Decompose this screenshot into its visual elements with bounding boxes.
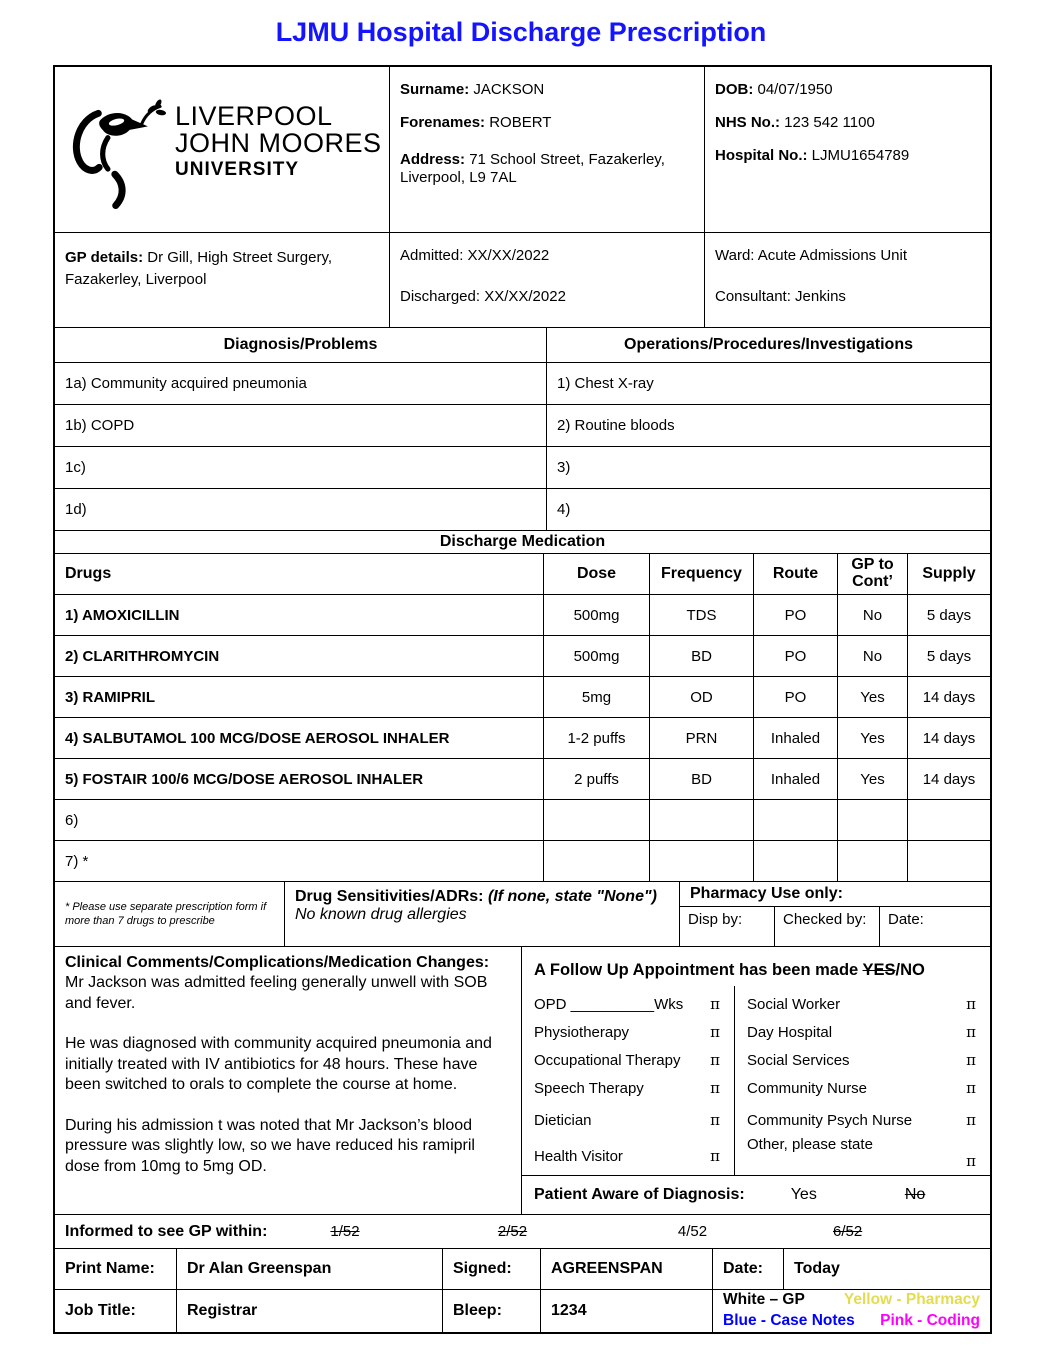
job-title-label: Job Title: — [55, 1290, 177, 1332]
diagnosis-item: 1d) — [55, 489, 547, 530]
sensitivities-label: Drug Sensitivities/ADRs: — [295, 888, 484, 905]
checklist-item-community-psych-nurse: Community Psych Nurse π — [747, 1111, 976, 1129]
diagnosis-row-1 — [55, 362, 990, 404]
route-value: Inhaled — [754, 718, 838, 758]
job-title-row — [55, 1289, 990, 1332]
patient-aware-label: Patient Aware of Diagnosis: — [534, 1186, 745, 1203]
medication-section-title-row — [55, 530, 990, 553]
frequency-value — [650, 841, 754, 881]
clinical-comments-paragraph: Mr Jackson was admitted feeling generally unwell with SOB and fever. — [65, 974, 488, 1012]
diagnosis-header-row — [55, 327, 990, 362]
informed-option-1[interactable]: 1/52 — [330, 1223, 360, 1240]
informed-option-3[interactable]: 4/52 — [677, 1223, 708, 1240]
patient-aware-no[interactable]: No — [904, 1186, 926, 1203]
drug-sensitivities-cell — [285, 882, 680, 946]
liver-bird-icon — [67, 95, 167, 222]
copy-white-gp: White – GP — [723, 1291, 805, 1309]
checklist-item-community-nurse: Community Nurse π — [747, 1079, 976, 1097]
patient-aware-row — [522, 1175, 990, 1214]
supply-header: Supply — [922, 565, 976, 582]
checkbox-icon[interactable]: π — [966, 1051, 976, 1069]
checkbox-icon[interactable]: π — [710, 1147, 720, 1165]
drugs-header: Drugs — [55, 554, 544, 594]
gp-cont-value: No — [838, 595, 908, 635]
clinical-comments-cell — [55, 947, 522, 1214]
diagnosis-row-4 — [55, 488, 990, 530]
followup-yes-option[interactable]: YES — [862, 961, 896, 979]
forenames-field: Forenames: ROBERT — [400, 113, 552, 131]
checkbox-icon[interactable]: π — [966, 1152, 976, 1170]
frequency-value: PRN — [650, 718, 754, 758]
sensitivities-value: No known drug allergies — [295, 906, 467, 923]
frequency-value — [650, 800, 754, 840]
copy-pink-coding: Pink - Coding — [880, 1312, 980, 1329]
diagnosis-item: 1c) — [55, 447, 547, 488]
disp-by-field: Disp by: — [680, 907, 775, 946]
bleep-label: Bleep: — [443, 1290, 541, 1332]
operation-item: 2) Routine bloods — [557, 417, 675, 434]
route-value: PO — [754, 636, 838, 676]
signed-value: AGREENSPAN — [541, 1249, 713, 1289]
copy-distribution-key — [713, 1290, 990, 1332]
bleep-value: 1234 — [541, 1290, 713, 1332]
route-value — [754, 841, 838, 881]
ward-consultant-cell — [705, 233, 990, 327]
gp-cont-value — [838, 841, 908, 881]
gp-details-cell: GP details: Dr Gill, High Street Surgery, Fazakerley, Liverpool — [55, 233, 390, 327]
medication-section-title: Discharge Medication — [439, 533, 606, 550]
gp-cont-value: Yes — [838, 759, 908, 799]
pharmacy-date-field: Date: — [888, 911, 924, 928]
pharmacy-use-cell — [680, 882, 990, 946]
medication-row-6 — [55, 799, 990, 840]
date-value: Today — [794, 1260, 840, 1277]
frequency-value: TDS — [650, 595, 754, 635]
ward-field: Ward: Acute Admissions Unit — [715, 247, 908, 264]
checklist-item-physiotherapy: Physiotherapy π — [534, 1023, 720, 1041]
sensitivities-note: (If none, state "None") — [487, 888, 657, 905]
informed-option-2[interactable]: 2/52 — [497, 1223, 528, 1240]
dose-value: 500mg — [544, 595, 650, 635]
drug-name: 4) SALBUTAMOL 100 MCG/DOSE AEROSOL INHALER — [55, 718, 544, 758]
followup-checklist-left — [522, 986, 734, 1175]
gp-cont-value: No — [838, 636, 908, 676]
supply-value: 5 days — [926, 606, 972, 624]
print-name-label: Print Name: — [55, 1249, 177, 1289]
checkbox-icon[interactable]: π — [710, 1079, 720, 1097]
signed-label: Signed: — [443, 1249, 541, 1289]
medication-header-row — [55, 553, 990, 594]
informed-gp-row — [55, 1214, 990, 1248]
checklist-item-social-services: Social Services π — [747, 1051, 976, 1069]
clinical-comments-paragraph: He was diagnosed with community acquired pneumonia and initially treated with IV antibiotics for 48 hours. These have been switched to orals to complete the course at home. — [65, 1035, 492, 1094]
copy-yellow-pharmacy: Yellow - Pharmacy — [843, 1291, 980, 1309]
checklist-item-other: Other, please state π — [747, 1136, 976, 1170]
hospital-number-field: Hospital No.: LJMU1654789 — [715, 146, 910, 164]
address-field: Address: 71 School Street, Fazakerley, Liverpool, L9 7AL — [400, 150, 665, 187]
sensitivities-row — [55, 881, 990, 946]
gp-cont-value: Yes — [838, 718, 908, 758]
followup-cell — [522, 947, 990, 1214]
print-name-value: Dr Alan Greenspan — [177, 1249, 443, 1289]
supply-value — [908, 841, 990, 881]
followup-checklist-right — [734, 986, 990, 1175]
gp-to-cont-header: GP to Cont’ — [838, 554, 908, 594]
supply-value: 14 days — [922, 729, 976, 747]
checkbox-icon[interactable]: π — [710, 1111, 720, 1129]
discharge-prescription-form — [53, 65, 992, 1334]
medication-row-1 — [55, 594, 990, 635]
clinical-comments-paragraph: During his admission t was noted that Mr Jackson’s blood pressure was slightly low, so we have reduced his ramipril dose from 10mg to 5mg OD. — [65, 1116, 475, 1175]
checkbox-icon[interactable]: π — [966, 1079, 976, 1097]
checkbox-icon[interactable]: π — [966, 1023, 976, 1041]
patient-aware-yes[interactable]: Yes — [790, 1186, 817, 1203]
route-value: PO — [754, 677, 838, 717]
admission-dates-cell — [390, 233, 705, 327]
checklist-item-social-worker: Social Worker π — [747, 995, 976, 1013]
admission-row — [55, 232, 990, 327]
supply-value: 14 days — [922, 770, 976, 788]
dob-field: DOB: 04/07/1950 — [715, 81, 833, 98]
nhs-number-field: NHS No.: 123 542 1100 — [715, 113, 875, 131]
comments-followup-row — [55, 946, 990, 1214]
route-value: Inhaled — [754, 759, 838, 799]
drug-name: 2) CLARITHROMYCIN — [55, 636, 544, 676]
drug-name: 5) FOSTAIR 100/6 MCG/DOSE AEROSOL INHALER — [55, 759, 544, 799]
checklist-item-dietician: Dietician π — [534, 1111, 720, 1129]
header-row — [55, 67, 990, 232]
diagnosis-item: 1a) Community acquired pneumonia — [55, 363, 547, 404]
checkbox-icon[interactable]: π — [966, 995, 976, 1013]
gp-cont-value: Yes — [838, 677, 908, 717]
checkbox-icon[interactable]: π — [710, 1023, 720, 1041]
copy-blue-case-notes: Blue - Case Notes — [723, 1312, 855, 1329]
supply-value: 5 days — [926, 647, 972, 665]
surname-field: Surname: JACKSON — [400, 81, 545, 98]
diagnosis-row-2 — [55, 404, 990, 446]
frequency-header: Frequency — [650, 554, 754, 594]
operation-item: 4) — [557, 501, 571, 518]
dose-value: 2 puffs — [544, 759, 650, 799]
checklist-item-speech-therapy: Speech Therapy π — [534, 1079, 720, 1097]
diagnosis-row-3 — [55, 446, 990, 488]
dose-value — [544, 841, 650, 881]
frequency-value: OD — [650, 677, 754, 717]
checkbox-icon[interactable]: π — [710, 995, 720, 1013]
drug-name: 1) AMOXICILLIN — [55, 595, 544, 635]
checklist-item-health-visitor: Health Visitor π — [534, 1147, 720, 1165]
date-label: Date: — [713, 1249, 784, 1289]
medication-row-5 — [55, 758, 990, 799]
dose-value: 1-2 puffs — [544, 718, 650, 758]
signature-row — [55, 1248, 990, 1289]
drug-name: 7) * — [55, 841, 544, 881]
dose-value: 5mg — [544, 677, 650, 717]
followup-checklist — [522, 986, 990, 1175]
informed-option-4[interactable]: 6/52 — [833, 1223, 863, 1240]
gp-cont-value — [838, 800, 908, 840]
followup-title: A Follow Up Appointment has been made YES/NO — [534, 961, 925, 979]
operation-item: 3) — [557, 459, 571, 476]
route-header: Route — [754, 554, 838, 594]
supply-value: 14 days — [922, 688, 976, 706]
dose-value: 500mg — [544, 636, 650, 676]
checked-by-field: Checked by: — [775, 907, 880, 946]
frequency-value: BD — [650, 636, 754, 676]
drug-name: 6) — [55, 800, 544, 840]
informed-gp-label: Informed to see GP within: — [65, 1222, 268, 1240]
university-logo — [55, 67, 390, 232]
patient-numbers-cell — [705, 67, 990, 232]
drug-name: 3) RAMIPRIL — [55, 677, 544, 717]
patient-identity-cell — [390, 67, 705, 232]
pharmacy-title: Pharmacy Use only: — [680, 882, 990, 907]
university-wordmark: LIVERPOOL JOHN MOORES UNIVERSITY — [175, 101, 382, 180]
checklist-item-opd: OPD __________Wks π — [534, 995, 720, 1013]
diagnosis-item: 1b) COPD — [55, 405, 547, 446]
discharged-field: Discharged: XX/XX/2022 — [400, 287, 566, 305]
supply-value — [908, 800, 990, 840]
medication-row-3 — [55, 676, 990, 717]
operation-item: 1) Chest X-ray — [557, 375, 654, 392]
checkbox-icon[interactable]: π — [966, 1111, 976, 1129]
admitted-field: Admitted: XX/XX/2022 — [400, 247, 550, 264]
clinical-comments-title: Clinical Comments/Complications/Medication Changes: — [65, 954, 490, 971]
diagnosis-header: Diagnosis/Problems — [55, 328, 547, 362]
dose-value — [544, 800, 650, 840]
job-title-value: Registrar — [177, 1290, 443, 1332]
medication-row-7 — [55, 840, 990, 881]
medication-row-4 — [55, 717, 990, 758]
dose-header: Dose — [544, 554, 650, 594]
prescription-footnote: * Please use separate prescription form if more than 7 drugs to prescribe — [55, 882, 285, 946]
frequency-value: BD — [650, 759, 754, 799]
operations-header: Operations/Procedures/Investigations — [624, 336, 913, 353]
consultant-field: Consultant: Jenkins — [715, 287, 846, 305]
medication-row-2 — [55, 635, 990, 676]
followup-no-option[interactable]: NO — [900, 961, 925, 979]
route-value — [754, 800, 838, 840]
route-value: PO — [754, 595, 838, 635]
page-title: LJMU Hospital Discharge Prescription — [275, 17, 767, 47]
checklist-item-day-hospital: Day Hospital π — [747, 1023, 976, 1041]
checkbox-icon[interactable]: π — [710, 1051, 720, 1069]
checklist-item-occupational-therapy: Occupational Therapy π — [534, 1051, 720, 1069]
